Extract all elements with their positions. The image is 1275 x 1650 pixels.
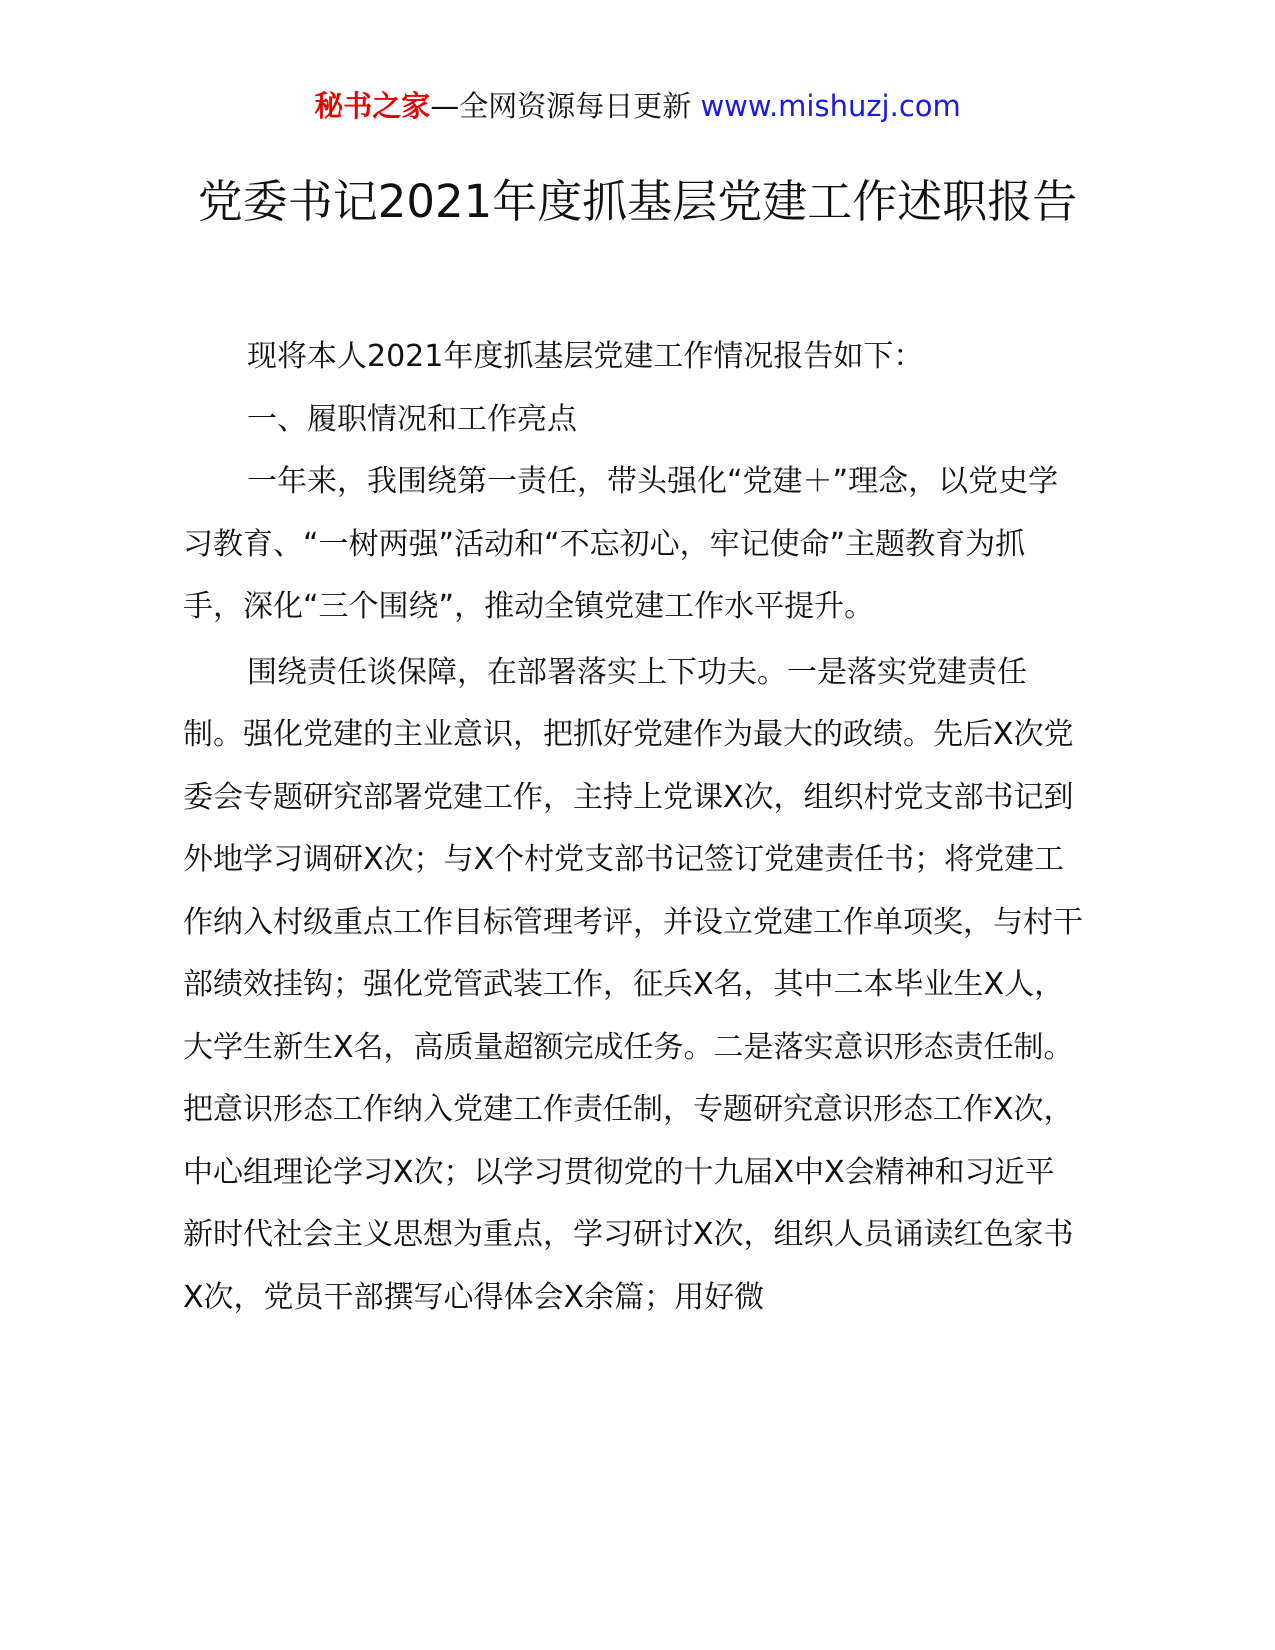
site-header bbox=[0, 84, 1275, 128]
site-url-link[interactable]: www.mishuzj.com bbox=[700, 89, 961, 123]
paragraph-intro: 现将本人2021年度抓基层党建工作情况报告如下： bbox=[247, 339, 924, 374]
section-heading: 一、履职情况和工作亮点 bbox=[247, 401, 577, 437]
paragraph-responsibility: 围绕责任谈保障，在部署落实上下功夫。一是落实党建责任制。强化党建的主业意识，把抓好党建作为最大的政绩。先后X次党委会专题研究部署党建工作，主持上党课X次，组织村党支部书记到外地学习调研X次；与X个村党支部书记签订党建责任书；将党建工作纳入村级重点工作目标管理考评，并设立党建工作单项奖，与村干部绩效挂钩；强化党管武装工作，征兵X名，其中二本毕业生X人，大学生新生X名，高质量超额完成任务。二是落实意识形态责任制。把意识形态工作纳入党建工作责任制，专题研究意识形态工作X次，中心组理论学习X次；以学习贯彻党的十九届X中X会精神和习近平新时代社会主义思想为重点，学习研讨X次，组织人员诵读红色家书X次，党员干部撰写心得体会X余篇；用好微 bbox=[183, 654, 1083, 1315]
paragraph-summary: 一年来，我围绕第一责任，带头强化“党建＋”理念，以党史学习教育、“一树两强”活动和“不忘初心，牢记使命”主题教育为抓手，深化“三个围绕”，推动全镇党建工作水平提升。 bbox=[183, 464, 1059, 624]
document-title: 党委书记2021年度抓基层党建工作述职报告 bbox=[197, 175, 1078, 228]
site-tagline: —全网资源每日更新 bbox=[430, 89, 701, 123]
document-body bbox=[183, 326, 1083, 1329]
site-brand: 秘书之家 bbox=[314, 89, 431, 123]
